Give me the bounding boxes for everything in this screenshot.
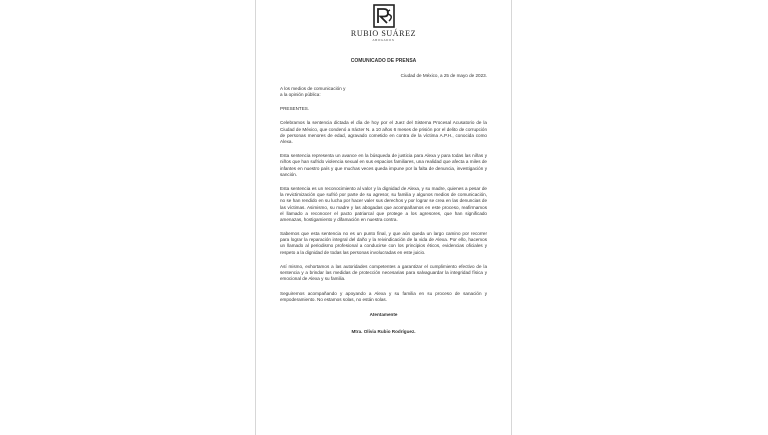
presentes-line: PRESENTES. bbox=[280, 106, 310, 112]
closing: Atentamente bbox=[369, 311, 398, 317]
body-paragraph: Así mismo, exhortamos a las autoridades competentes a garantizar el cumplimiento efectivo de la sentencia y a brindar las medidas de protección necesarias para salvaguardar la integridad física y emocional de Alexa y su familia. bbox=[280, 264, 487, 282]
body-paragraph: Sabemos que esta sentencia no es un punto final, y que aún queda un largo camino por recorrer para lograr la reparación integral del daño y la reivindicación de la vida de Alexa. Por ello, hacemos un llamado al periodismo profesional a conducirse con los principios éticos, evidencias oficiales y respeto a la dignidad de todas las personas involucradas en este juicio. bbox=[280, 231, 487, 255]
place-date: Ciudad de México, a 25 de mayo de 2023. bbox=[400, 73, 487, 79]
firm-name: RUBIO SUÁREZ bbox=[350, 29, 417, 38]
document-page bbox=[255, 0, 512, 435]
document-body bbox=[280, 58, 487, 335]
rs-monogram-logo-icon bbox=[373, 4, 395, 28]
body-paragraph: Celebramos la sentencia dictada el día de hoy por el Juez del Sistema Procesal Acusatorio de la Ciudad de México, que condenó a Irácter N. a 10 años 6 meses de prisión por el delito de corrupción de personas menores de edad, agravado cometido en contra de la víctima A.P.H., conocida como Alexa. bbox=[280, 120, 487, 144]
firm-subtitle: ABOGADOS bbox=[372, 38, 395, 42]
document-title: COMUNICADO DE PRENSA bbox=[350, 58, 417, 64]
body-paragraph: Seguiremos acompañando y apoyando a Alexa y su familia en su proceso de sanación y empoderamiento. No estamos solas, no están solas. bbox=[280, 290, 487, 303]
body-paragraph: Esta sentencia representa un avance en la búsqueda de justicia para Alexa y para todas las niñas y niños que han sufrido violencia sexual en sus espacios familiares, una realidad que afecta a miles de infantes en nuestro país y que muchas veces queda impune por la falta de denuncia, investigación y sanción. bbox=[280, 153, 487, 177]
salutation-line: a la opinión pública: bbox=[280, 92, 321, 98]
signature: Mtra. Olivia Rubio Rodríguez. bbox=[351, 328, 416, 334]
salutation bbox=[280, 86, 487, 98]
salutation-line: A los medios de comunicación y bbox=[280, 86, 346, 92]
letterhead bbox=[256, 4, 511, 42]
body-paragraph: Esta sentencia es un reconocimiento al valor y la dignidad de Alexa, y su madre, quienes a pesar de la revictimización que sufrió por parte de su agresor, su familia y algunos medios de comunicación, no se han rendido en su lucha por hacer valer sus derechos y por lograr se crea en las denuncias de las víctimas. Asimismo, su madre y las abogadas que acompañamos en este proceso, reafirmamos el llamado a reconocer el pacto patriarcal que protege a los agresores, que han significado amenazas, hostigamiento y difamación en nuestra contra. bbox=[280, 186, 487, 222]
